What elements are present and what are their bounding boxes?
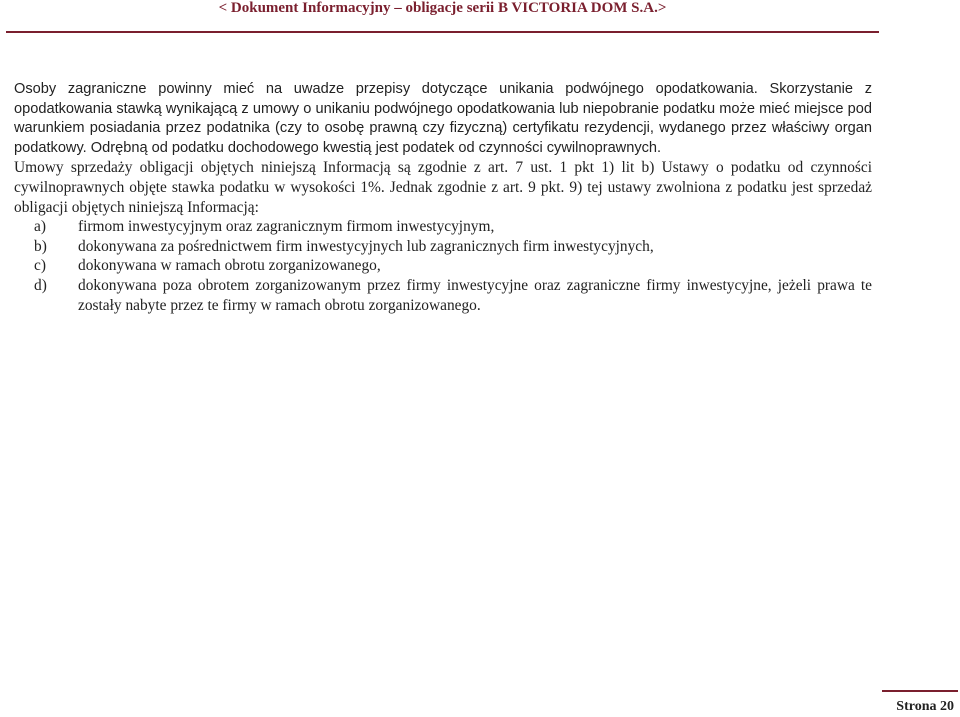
header-divider	[6, 31, 879, 33]
list-marker: d)	[34, 276, 47, 294]
list-item	[14, 217, 872, 237]
list-item	[14, 256, 872, 276]
document-body	[14, 80, 872, 315]
footer-divider	[882, 690, 958, 692]
list-item	[14, 237, 872, 257]
list-item-text: dokonywana w ramach obrotu zorganizowanego,	[78, 257, 381, 275]
list-item-text: dokonywana poza obrotem zorganizowanym przez firmy inwestycyjne oraz zagraniczne firmy inwestycyjne, jeżeli prawa te zostały nabyte przez te firmy w ramach obrotu zorganizowanego.	[78, 276, 872, 314]
list-item-text: dokonywana za pośrednictwem firm inwestycyjnych lub zagranicznych firm inwestycyjnych,	[78, 237, 654, 255]
paragraph-double-taxation: Osoby zagraniczne powinny mieć na uwadze przepisy dotyczące unikania podwójnego opodatkowania. Skorzystanie z opodatkowania stawką wynikającą z umowy o unikaniu podwójnego opodatkowania lub niepobranie podatku może mieć miejsce pod warunkiem posiadania przez podatnika (czy to osobę prawną czy fizyczną) certyfikatu rezydencji, wydanego przez właściwy organ podatkowy. Odrębną od podatku dochodowego kwestią jest podatek od czynności cywilnoprawnych.	[14, 81, 872, 156]
exemption-list	[14, 217, 872, 315]
list-marker: a)	[34, 218, 46, 236]
page-header	[0, 0, 960, 20]
list-item	[14, 276, 872, 315]
list-item-text: firmom inwestycyjnym oraz zagranicznym firmom inwestycyjnym,	[78, 218, 495, 236]
list-marker: c)	[34, 257, 46, 275]
page-number: Strona 20	[896, 699, 954, 714]
list-marker: b)	[34, 237, 47, 255]
document-title: < Dokument Informacyjny – obligacje serii B VICTORIA DOM S.A.>	[218, 0, 667, 16]
paragraph-civil-law-tax: Umowy sprzedaży obligacji objętych niniejszą Informacją są zgodnie z art. 7 ust. 1 pkt 1) lit b) Ustawy o podatku od czynności cywilnoprawnych objęte stawka podatku w wysokości 1%. Jednak zgodnie z art. 9 pkt. 9) tej ustawy zwolniona z podatku jest sprzedaż obligacji objętych niniejszą Informacją:	[14, 159, 872, 216]
